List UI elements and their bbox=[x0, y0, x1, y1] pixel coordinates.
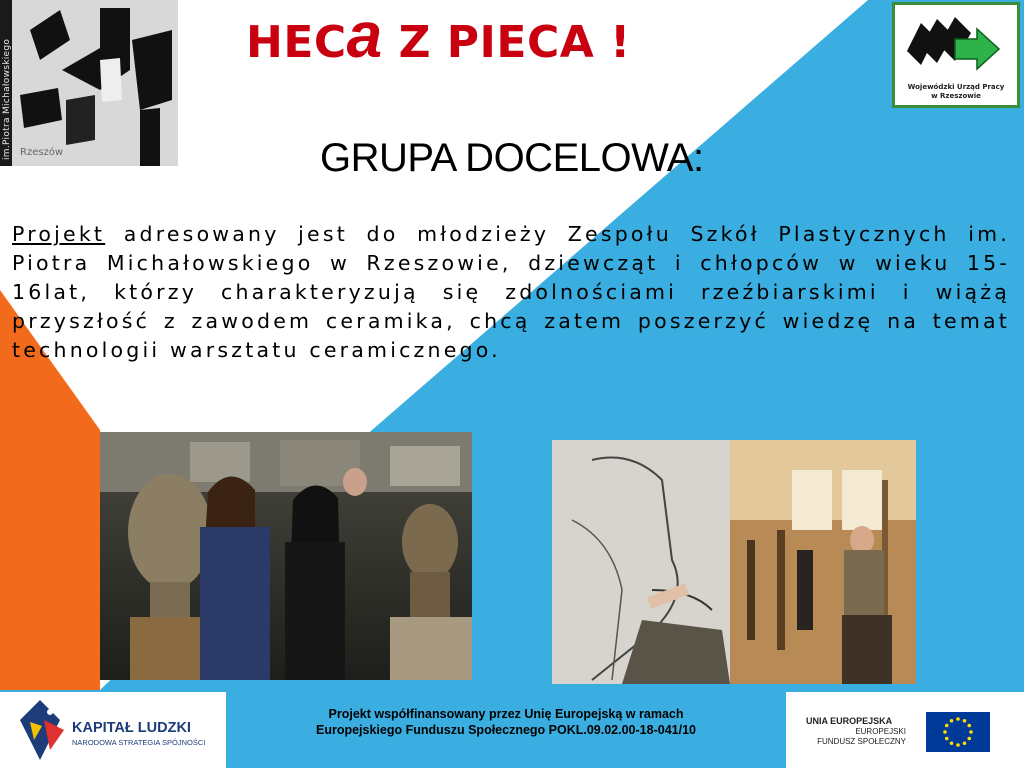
title-part-1: HEC bbox=[246, 17, 347, 68]
eu-star bbox=[956, 743, 960, 747]
eu-text-block bbox=[806, 727, 906, 747]
slide-subtitle: GRUPA DOCELOWA: bbox=[320, 136, 704, 180]
eu-star bbox=[950, 719, 954, 723]
eu-star bbox=[956, 717, 960, 721]
eu-flag-icon bbox=[926, 712, 990, 752]
eu-star bbox=[943, 730, 947, 734]
footer-funding-note bbox=[226, 692, 786, 768]
wup-line-2: w Rzeszowie bbox=[931, 92, 981, 100]
eu-line-2: EUROPEJSKI bbox=[855, 727, 906, 736]
wup-logo-caption bbox=[895, 83, 1017, 101]
eu-star bbox=[950, 741, 954, 745]
eu-star bbox=[945, 737, 949, 741]
eu-logo bbox=[786, 692, 1024, 768]
kapital-ludzki-sub: NARODOWA STRATEGIA SPÓJNOŚCI bbox=[72, 738, 206, 747]
eu-star bbox=[963, 741, 967, 745]
slide-title bbox=[246, 0, 631, 72]
eu-star bbox=[945, 724, 949, 728]
title-part-2: a bbox=[346, 0, 383, 71]
photo-sculpture-workshop bbox=[100, 432, 472, 680]
project-link[interactable]: Projekt bbox=[12, 222, 106, 246]
kapital-ludzki-name: KAPITAŁ LUDZKI bbox=[72, 720, 191, 736]
kapital-ludzki-logo bbox=[0, 692, 226, 768]
title-part-3: Z PIECA ! bbox=[382, 17, 631, 68]
wup-line-1: Wojewódzki Urząd Pracy bbox=[907, 83, 1005, 91]
photo-drawing-studio bbox=[552, 440, 916, 684]
eu-star bbox=[963, 719, 967, 723]
body-text: adresowany jest do młodzieży Zespołu Szkół Plastycznych im. Piotra Michałowskiego w Rzeszowie, dziewcząt i chłopców w wieku 15-16lat, którzy charakteryzują się zdolnościami rzeźbiarskimi i wiążą przyszłość z zawodem ceramika, chcą zatem poszerzyć wiedzę na temat technologii warsztatu ceramicznego. bbox=[12, 222, 1010, 362]
eu-star bbox=[969, 730, 973, 734]
wup-logo-graphic bbox=[895, 7, 1017, 83]
school-logo-city: Rzeszów bbox=[20, 147, 64, 158]
wup-logo bbox=[892, 2, 1020, 108]
footer-line-1: Projekt współfinansowany przez Unię Europejską w ramach bbox=[328, 707, 684, 721]
kapital-ludzki-icon bbox=[20, 700, 80, 760]
eu-line-3: FUNDUSZ SPOŁECZNY bbox=[817, 737, 906, 746]
school-logo bbox=[0, 0, 178, 166]
body-paragraph bbox=[12, 220, 1010, 365]
school-logo-vertical-text: im.Piotra Michałowskiego bbox=[2, 38, 12, 160]
eu-star bbox=[967, 737, 971, 741]
eu-line-1: UNIA EUROPEJSKA bbox=[806, 716, 893, 726]
footer-line-2: Europejskiego Funduszu Społecznego POKL.09.02.00-18-041/10 bbox=[316, 723, 696, 737]
eu-star bbox=[967, 724, 971, 728]
school-logo-graphic bbox=[0, 0, 178, 166]
